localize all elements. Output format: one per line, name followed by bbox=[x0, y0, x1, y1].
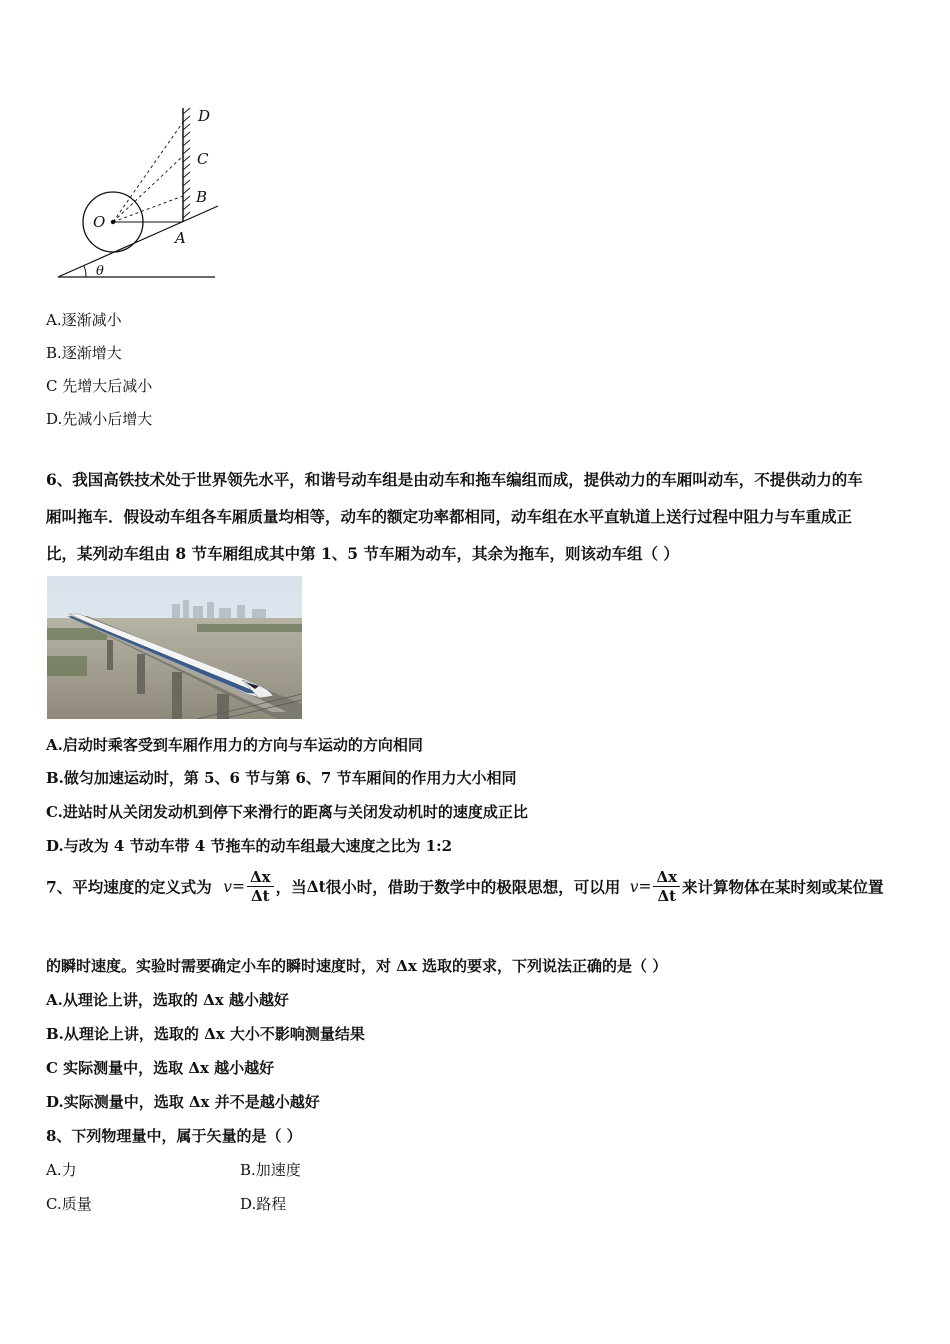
q7-v-symbol-2: v bbox=[629, 877, 639, 896]
q7-option-a: A.从理论上讲，选取的 Δx 越小越好 bbox=[46, 991, 289, 1009]
q7-stem-line-1 bbox=[46, 868, 916, 905]
q7-equals-2: = bbox=[638, 877, 652, 896]
q8-option-b: B.加速度 bbox=[240, 1161, 301, 1179]
q7-option-b: B.从理论上讲，选取的 Δx 大小不影响测量结果 bbox=[46, 1025, 365, 1043]
q7-v-symbol: v bbox=[223, 877, 232, 896]
q7-fraction-1-den: Δt bbox=[250, 887, 270, 905]
q6-stem-line-1: 6、我国高铁技术处于世界领先水平，和谐号动车组是由动车和拖车编组而成，提供动力的车厢叫动车，不提供动力的车 bbox=[46, 470, 863, 489]
q7-fraction-1-num: Δx bbox=[247, 868, 274, 887]
q6-option-b: B.做匀加速运动时，第 5、6 节与第 6、7 节车厢间的作用力大小相同 bbox=[46, 769, 517, 787]
q6-option-d: D.与改为 4 节动车带 4 节拖车的动车组最大速度之比为 1:2 bbox=[46, 837, 453, 855]
q5-option-b: B.逐渐增大 bbox=[46, 344, 122, 362]
q8-stem: 8、下列物理量中，属于矢量的是（ ） bbox=[46, 1127, 302, 1145]
q7-suffix: 来计算物体在某时刻或某位置 bbox=[682, 877, 884, 897]
high-speed-train-photo bbox=[47, 576, 302, 719]
q8-option-a: A.力 bbox=[46, 1161, 77, 1179]
q6-stem-line-2: 厢叫拖车．假设动车组各车厢质量均相等，动车的额定功率都相同，动车组在水平直轨道上送行过程中阻力与车重成正 bbox=[46, 507, 853, 526]
q6-stem-line-3: 比，某列动车组由 8 节车厢组成其中第 1、5 节车厢为动车，其余为拖车，则该动车组（ ） bbox=[46, 544, 679, 563]
label-theta: θ bbox=[96, 264, 104, 279]
q7-stem-line-2: 的瞬时速度。实验时需要确定小车的瞬时速度时，对 Δx 选取的要求，下列说法正确的是（ ） bbox=[46, 957, 668, 975]
incline-ball-diagram bbox=[50, 100, 240, 285]
q7-prefix: 7、平均速度的定义式为 bbox=[46, 877, 212, 897]
q5-option-c: C 先增大后减小 bbox=[46, 377, 153, 395]
q7-option-d: D.实际测量中，选取 Δx 并不是越小越好 bbox=[46, 1093, 320, 1111]
q5-option-d: D.先减小后增大 bbox=[46, 410, 153, 428]
q7-option-c: C 实际测量中，选取 Δx 越小越好 bbox=[46, 1059, 275, 1077]
label-c: C bbox=[197, 150, 209, 168]
label-o: O bbox=[93, 213, 106, 231]
q8-option-c: C.质量 bbox=[46, 1195, 92, 1213]
q7-equals: = bbox=[231, 877, 245, 896]
label-d: D bbox=[198, 107, 211, 125]
q6-option-a: A.启动时乘客受到车厢作用力的方向与车运动的方向相同 bbox=[46, 736, 423, 754]
q7-fraction-2 bbox=[653, 868, 680, 905]
q5-option-a: A.逐渐减小 bbox=[46, 311, 122, 329]
q7-fraction-2-den: Δt bbox=[657, 887, 677, 905]
q8-option-d: D.路程 bbox=[240, 1195, 287, 1213]
q6-stem bbox=[46, 470, 908, 564]
label-b: B bbox=[196, 188, 208, 206]
q7-mid1: ，当 bbox=[275, 877, 307, 897]
q7-fraction-2-num: Δx bbox=[653, 868, 680, 887]
q6-option-c: C.进站时从关闭发动机到停下来滑行的距离与关闭发动机时的速度成正比 bbox=[46, 803, 528, 821]
q7-fraction-1 bbox=[247, 868, 274, 905]
q7-dt: Δt bbox=[306, 877, 326, 896]
label-a: A bbox=[175, 229, 186, 247]
q7-mid2: 很小时，借助于数学中的极限思想，可以用 bbox=[325, 877, 621, 897]
